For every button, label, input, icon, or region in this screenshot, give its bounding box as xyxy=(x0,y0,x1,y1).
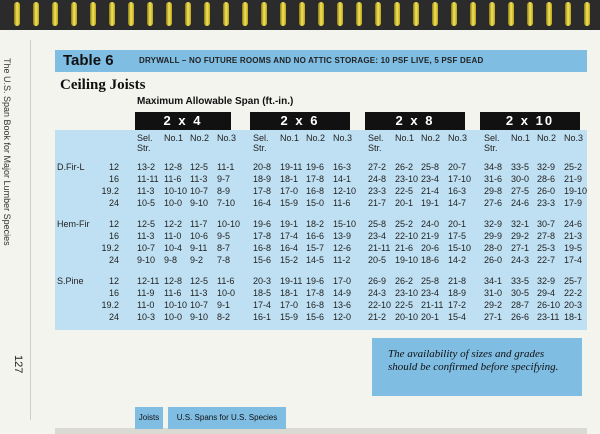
span-cell: 30-0 xyxy=(511,174,530,184)
span-cell: 12-5 xyxy=(190,162,209,172)
span-cell: 24-8 xyxy=(368,174,387,184)
span-cell: 21-11 xyxy=(421,300,444,310)
span-cell: 21-4 xyxy=(421,186,440,196)
span-cell: 7-10 xyxy=(217,198,236,208)
span-cell: 12-8 xyxy=(164,162,183,172)
table-header-band xyxy=(55,50,587,72)
tab-joists[interactable]: Joists xyxy=(135,407,163,429)
binding-ring xyxy=(299,2,305,26)
span-cell: 17-9 xyxy=(564,198,583,208)
span-cell: 8-9 xyxy=(217,186,231,196)
grade-header-2x10: No.2 xyxy=(537,133,557,143)
span-cell: 27-6 xyxy=(484,198,503,208)
span-cell: 10-4 xyxy=(164,243,183,253)
span-cell: 17-8 xyxy=(306,288,325,298)
span-cell: 10-10 xyxy=(164,186,188,196)
span-cell: 18-1 xyxy=(564,312,583,322)
spacing-value: 24 xyxy=(108,255,119,265)
grade-header-2x10: Sel. Str. xyxy=(484,133,500,153)
span-cell: 21-8 xyxy=(448,276,467,286)
binding-ring xyxy=(584,2,590,26)
grade-header-2x4: No.3 xyxy=(217,133,237,143)
span-cell: 27-5 xyxy=(511,186,530,196)
span-cell: 15-9 xyxy=(280,198,299,208)
span-cell: 15-10 xyxy=(333,219,357,229)
book-title: The U.S. Span Book for Major Lumber Species xyxy=(2,58,12,246)
spacing-value: 16 xyxy=(108,288,119,298)
size-header-2x4: 2 x 4 xyxy=(135,112,231,130)
span-cell: 26-2 xyxy=(395,162,414,172)
span-cell: 30-7 xyxy=(537,219,556,229)
span-cell: 29-9 xyxy=(484,231,503,241)
span-cell: 10-0 xyxy=(164,198,183,208)
span-cell: 27-8 xyxy=(537,231,556,241)
span-cell: 32-9 xyxy=(537,276,556,286)
span-cell: 26-0 xyxy=(484,255,503,265)
span-cell: 13-6 xyxy=(333,300,352,310)
grade-header-2x4: No.1 xyxy=(164,133,184,143)
section-title: Ceiling Joists xyxy=(60,77,146,93)
species-name: D.Fir-L xyxy=(57,162,85,172)
binding-ring xyxy=(71,2,77,26)
span-cell: 29-2 xyxy=(511,231,530,241)
span-cell: 20-1 xyxy=(421,312,440,322)
span-cell: 27-2 xyxy=(368,162,387,172)
span-cell: 16-4 xyxy=(280,243,299,253)
span-cell: 21-3 xyxy=(564,231,583,241)
span-cell: 10-3 xyxy=(137,312,156,322)
tab-us-spans[interactable]: U.S. Spans for U.S. Species xyxy=(168,407,286,429)
span-cell: 20-1 xyxy=(395,198,414,208)
spacing-value: 24 xyxy=(108,198,119,208)
span-cell: 18-2 xyxy=(306,219,325,229)
span-cell: 20-5 xyxy=(368,255,387,265)
span-cell: 18-5 xyxy=(253,288,272,298)
span-cell: 20-3 xyxy=(253,276,272,286)
binding-ring xyxy=(261,2,267,26)
span-cell: 9-8 xyxy=(164,255,178,265)
span-cell: 12-10 xyxy=(333,186,357,196)
span-cell: 20-3 xyxy=(564,300,583,310)
span-cell: 25-8 xyxy=(421,276,440,286)
span-cell: 25-3 xyxy=(537,243,556,253)
spacing-value: 16 xyxy=(108,231,119,241)
span-cell: 19-10 xyxy=(564,186,588,196)
span-cell: 20-10 xyxy=(395,312,419,322)
span-cell: 17-10 xyxy=(448,174,472,184)
span-cell: 17-0 xyxy=(333,276,352,286)
species-name: Hem-Fir xyxy=(57,219,90,229)
span-cell: 29-2 xyxy=(484,300,503,310)
span-cell: 11-6 xyxy=(164,174,182,184)
span-cell: 15-7 xyxy=(306,243,325,253)
span-cell: 20-8 xyxy=(253,162,272,172)
span-cell: 19-5 xyxy=(564,243,583,253)
span-cell: 23-3 xyxy=(537,198,556,208)
span-cell: 11-1 xyxy=(217,162,235,172)
span-cell: 17-5 xyxy=(448,231,467,241)
span-cell: 9-5 xyxy=(217,231,231,241)
spacing-value: 12 xyxy=(108,219,119,229)
grade-header-2x8: Sel. Str. xyxy=(368,133,384,153)
grade-header-2x8: No.3 xyxy=(448,133,468,143)
span-cell: 12-6 xyxy=(333,243,352,253)
spacing-value: 12 xyxy=(108,276,119,286)
span-cell: 14-7 xyxy=(448,198,467,208)
span-cell: 23-4 xyxy=(421,288,440,298)
span-cell: 31-6 xyxy=(484,174,503,184)
spacing-value: 24 xyxy=(108,312,119,322)
size-header-2x8: 2 x 8 xyxy=(365,112,465,130)
span-cell: 11-2 xyxy=(333,255,351,265)
binding-ring xyxy=(33,2,39,26)
span-cell: 16-6 xyxy=(306,231,325,241)
grade-header-2x6: No.2 xyxy=(306,133,326,143)
span-cell: 11-0 xyxy=(137,300,155,310)
table-title: DRYWALL – NO FUTURE ROOMS AND NO ATTIC STORAGE: 10 PSF LIVE, 5 PSF DEAD xyxy=(139,56,484,65)
span-cell: 15-6 xyxy=(253,255,272,265)
span-cell: 12-8 xyxy=(164,276,183,286)
span-cell: 17-4 xyxy=(564,255,583,265)
span-cell: 20-7 xyxy=(448,162,467,172)
binding-ring xyxy=(470,2,476,26)
binding-ring xyxy=(565,2,571,26)
span-cell: 16-3 xyxy=(333,162,352,172)
span-cell: 22-7 xyxy=(537,255,556,265)
span-cell: 24-6 xyxy=(564,219,583,229)
grade-header-2x6: No.1 xyxy=(280,133,300,143)
margin-divider xyxy=(30,40,31,420)
span-cell: 27-1 xyxy=(484,312,503,322)
span-cell: 25-7 xyxy=(564,276,583,286)
binding-ring xyxy=(109,2,115,26)
span-cell: 10-0 xyxy=(164,312,183,322)
span-cell: 15-0 xyxy=(306,198,325,208)
span-cell: 28-0 xyxy=(484,243,503,253)
table-subtitle: Maximum Allowable Span (ft.-in.) xyxy=(137,96,294,107)
span-cell: 24-3 xyxy=(511,255,530,265)
span-cell: 19-1 xyxy=(421,198,440,208)
span-cell: 10-0 xyxy=(217,288,236,298)
span-cell: 8-2 xyxy=(217,312,231,322)
span-cell: 15-6 xyxy=(306,312,325,322)
span-cell: 14-2 xyxy=(448,255,467,265)
binding-ring xyxy=(432,2,438,26)
span-cell: 10-10 xyxy=(164,300,188,310)
binding-ring xyxy=(14,2,20,26)
binding-ring xyxy=(337,2,343,26)
span-cell: 9-10 xyxy=(190,198,209,208)
span-cell: 15-4 xyxy=(448,312,467,322)
span-cell: 26-6 xyxy=(511,312,530,322)
species-name: S.Pine xyxy=(57,276,84,286)
binding-ring xyxy=(128,2,134,26)
spacing-value: 19.2 xyxy=(101,300,119,310)
span-cell: 10-7 xyxy=(190,300,209,310)
span-cell: 17-0 xyxy=(280,300,299,310)
span-cell: 12-0 xyxy=(333,312,352,322)
span-cell: 19-1 xyxy=(280,219,299,229)
span-cell: 15-2 xyxy=(280,255,299,265)
span-cell: 31-0 xyxy=(484,288,503,298)
span-cell: 10-10 xyxy=(217,219,241,229)
span-cell: 18-1 xyxy=(280,174,299,184)
grade-header-2x8: No.2 xyxy=(421,133,441,143)
span-cell: 16-8 xyxy=(306,300,325,310)
binding-ring xyxy=(394,2,400,26)
binding-ring xyxy=(451,2,457,26)
spacing-value: 19.2 xyxy=(101,243,119,253)
span-cell: 17-4 xyxy=(280,231,299,241)
span-cell: 23-4 xyxy=(421,174,440,184)
span-cell: 19-10 xyxy=(395,255,419,265)
span-cell: 19-6 xyxy=(306,162,325,172)
span-cell: 20-6 xyxy=(421,243,440,253)
span-cell: 24-3 xyxy=(368,288,387,298)
binding-ring xyxy=(185,2,191,26)
binding-ring xyxy=(242,2,248,26)
span-cell: 9-10 xyxy=(190,312,209,322)
spacing-value: 19.2 xyxy=(101,186,119,196)
span-cell: 12-5 xyxy=(190,276,209,286)
span-cell: 21-9 xyxy=(421,231,440,241)
grade-header-2x6: No.3 xyxy=(333,133,353,143)
span-cell: 23-10 xyxy=(395,174,419,184)
binding-ring xyxy=(489,2,495,26)
binding-ring xyxy=(546,2,552,26)
span-cell: 10-6 xyxy=(190,231,209,241)
span-cell: 26-9 xyxy=(368,276,387,286)
span-cell: 16-1 xyxy=(253,312,272,322)
spiral-binding xyxy=(0,0,600,30)
binding-ring xyxy=(356,2,362,26)
span-cell: 28-6 xyxy=(537,174,556,184)
span-cell: 11-3 xyxy=(137,186,155,196)
span-cell: 17-4 xyxy=(253,300,272,310)
table-label: Table 6 xyxy=(63,52,114,69)
span-cell: 11-6 xyxy=(164,288,182,298)
span-cell: 19-6 xyxy=(306,276,325,286)
span-cell: 11-6 xyxy=(217,276,235,286)
span-cell: 9-7 xyxy=(217,174,231,184)
span-cell: 21-11 xyxy=(368,243,391,253)
span-cell: 27-1 xyxy=(511,243,530,253)
span-cell: 17-0 xyxy=(280,186,299,196)
span-cell: 11-7 xyxy=(190,219,208,229)
grade-header-2x8: No.1 xyxy=(395,133,415,143)
span-cell: 10-7 xyxy=(190,186,209,196)
span-cell: 22-5 xyxy=(395,300,414,310)
span-cell: 32-1 xyxy=(511,219,530,229)
span-cell: 12-11 xyxy=(137,276,160,286)
span-cell: 11-9 xyxy=(137,288,155,298)
span-cell: 19-11 xyxy=(280,276,303,286)
binding-ring xyxy=(375,2,381,26)
span-cell: 22-2 xyxy=(564,288,583,298)
binding-ring xyxy=(147,2,153,26)
span-cell: 34-8 xyxy=(484,162,503,172)
span-cell: 22-10 xyxy=(368,300,392,310)
span-cell: 12-5 xyxy=(137,219,156,229)
callout-text: The availability of sizes and grades should be confirmed before specifying. xyxy=(388,348,559,373)
binding-ring xyxy=(280,2,286,26)
span-cell: 16-8 xyxy=(306,186,325,196)
span-cell: 25-8 xyxy=(421,162,440,172)
span-cell: 26-2 xyxy=(395,276,414,286)
span-cell: 25-8 xyxy=(368,219,387,229)
span-cell: 9-1 xyxy=(217,300,231,310)
span-cell: 18-6 xyxy=(421,255,440,265)
span-cell: 14-5 xyxy=(306,255,325,265)
span-cell: 34-1 xyxy=(484,276,503,286)
span-cell: 10-5 xyxy=(137,198,156,208)
span-cell: 25-2 xyxy=(564,162,583,172)
page-number: 127 xyxy=(12,355,24,374)
binding-ring xyxy=(223,2,229,26)
span-cell: 15-10 xyxy=(448,243,472,253)
spacing-value: 12 xyxy=(108,162,119,172)
size-header-2x6: 2 x 6 xyxy=(250,112,350,130)
span-cell: 29-8 xyxy=(484,186,503,196)
span-cell: 21-2 xyxy=(368,312,387,322)
span-cell: 16-3 xyxy=(448,186,467,196)
span-cell: 9-10 xyxy=(137,255,156,265)
span-cell: 18-1 xyxy=(280,288,299,298)
span-cell: 20-1 xyxy=(448,219,467,229)
span-cell: 23-4 xyxy=(368,231,387,241)
span-cell: 17-8 xyxy=(253,231,272,241)
span-cell: 30-5 xyxy=(511,288,530,298)
span-cell: 15-9 xyxy=(280,312,299,322)
span-cell: 12-2 xyxy=(164,219,183,229)
span-cell: 11-3 xyxy=(190,174,208,184)
span-cell: 18-9 xyxy=(448,288,467,298)
span-cell: 13-2 xyxy=(137,162,156,172)
size-header-2x10: 2 x 10 xyxy=(480,112,580,130)
binding-ring xyxy=(508,2,514,26)
binding-ring xyxy=(527,2,533,26)
span-cell: 11-3 xyxy=(137,231,155,241)
span-cell: 7-8 xyxy=(217,255,231,265)
spacing-value: 16 xyxy=(108,174,119,184)
span-cell: 26-0 xyxy=(537,186,556,196)
span-cell: 29-4 xyxy=(537,288,556,298)
span-cell: 14-1 xyxy=(333,174,352,184)
span-cell: 32-9 xyxy=(484,219,503,229)
span-cell: 32-9 xyxy=(537,162,556,172)
span-cell: 21-7 xyxy=(368,198,387,208)
span-cell: 26-10 xyxy=(537,300,561,310)
span-cell: 19-6 xyxy=(253,219,272,229)
span-cell: 33-5 xyxy=(511,276,530,286)
span-cell: 17-8 xyxy=(306,174,325,184)
span-table xyxy=(55,130,587,330)
span-cell: 24-0 xyxy=(421,219,440,229)
span-cell: 17-8 xyxy=(253,186,272,196)
span-cell: 28-7 xyxy=(511,300,530,310)
span-cell: 18-9 xyxy=(253,174,272,184)
grade-header-2x4: No.2 xyxy=(190,133,210,143)
binding-ring xyxy=(318,2,324,26)
span-cell: 9-11 xyxy=(190,243,208,253)
binding-ring xyxy=(413,2,419,26)
span-cell: 23-11 xyxy=(537,312,560,322)
span-cell: 25-2 xyxy=(395,219,414,229)
span-cell: 24-6 xyxy=(511,198,530,208)
span-cell: 19-11 xyxy=(280,162,303,172)
span-cell: 11-0 xyxy=(164,231,182,241)
binding-ring xyxy=(166,2,172,26)
span-cell: 17-2 xyxy=(448,300,467,310)
span-cell: 10-7 xyxy=(137,243,156,253)
span-cell: 16-4 xyxy=(253,198,272,208)
span-cell: 14-9 xyxy=(333,288,352,298)
span-cell: 13-9 xyxy=(333,231,352,241)
span-cell: 33-5 xyxy=(511,162,530,172)
span-cell: 16-8 xyxy=(253,243,272,253)
span-cell: 22-10 xyxy=(395,231,419,241)
span-cell: 23-10 xyxy=(395,288,419,298)
span-cell: 21-9 xyxy=(564,174,583,184)
grade-header-2x10: No.1 xyxy=(511,133,531,143)
span-cell: 23-3 xyxy=(368,186,387,196)
availability-callout xyxy=(372,338,582,396)
span-cell: 8-7 xyxy=(217,243,231,253)
binding-ring xyxy=(204,2,210,26)
binding-ring xyxy=(90,2,96,26)
grade-header-2x6: Sel. Str. xyxy=(253,133,269,153)
span-cell: 11-6 xyxy=(333,198,351,208)
span-cell: 21-6 xyxy=(395,243,414,253)
span-cell: 9-2 xyxy=(190,255,204,265)
binding-ring xyxy=(52,2,58,26)
span-cell: 11-3 xyxy=(190,288,208,298)
span-cell: 11-11 xyxy=(137,174,159,184)
grade-header-2x4: Sel. Str. xyxy=(137,133,153,153)
span-cell: 22-5 xyxy=(395,186,414,196)
grade-header-2x10: No.3 xyxy=(564,133,584,143)
